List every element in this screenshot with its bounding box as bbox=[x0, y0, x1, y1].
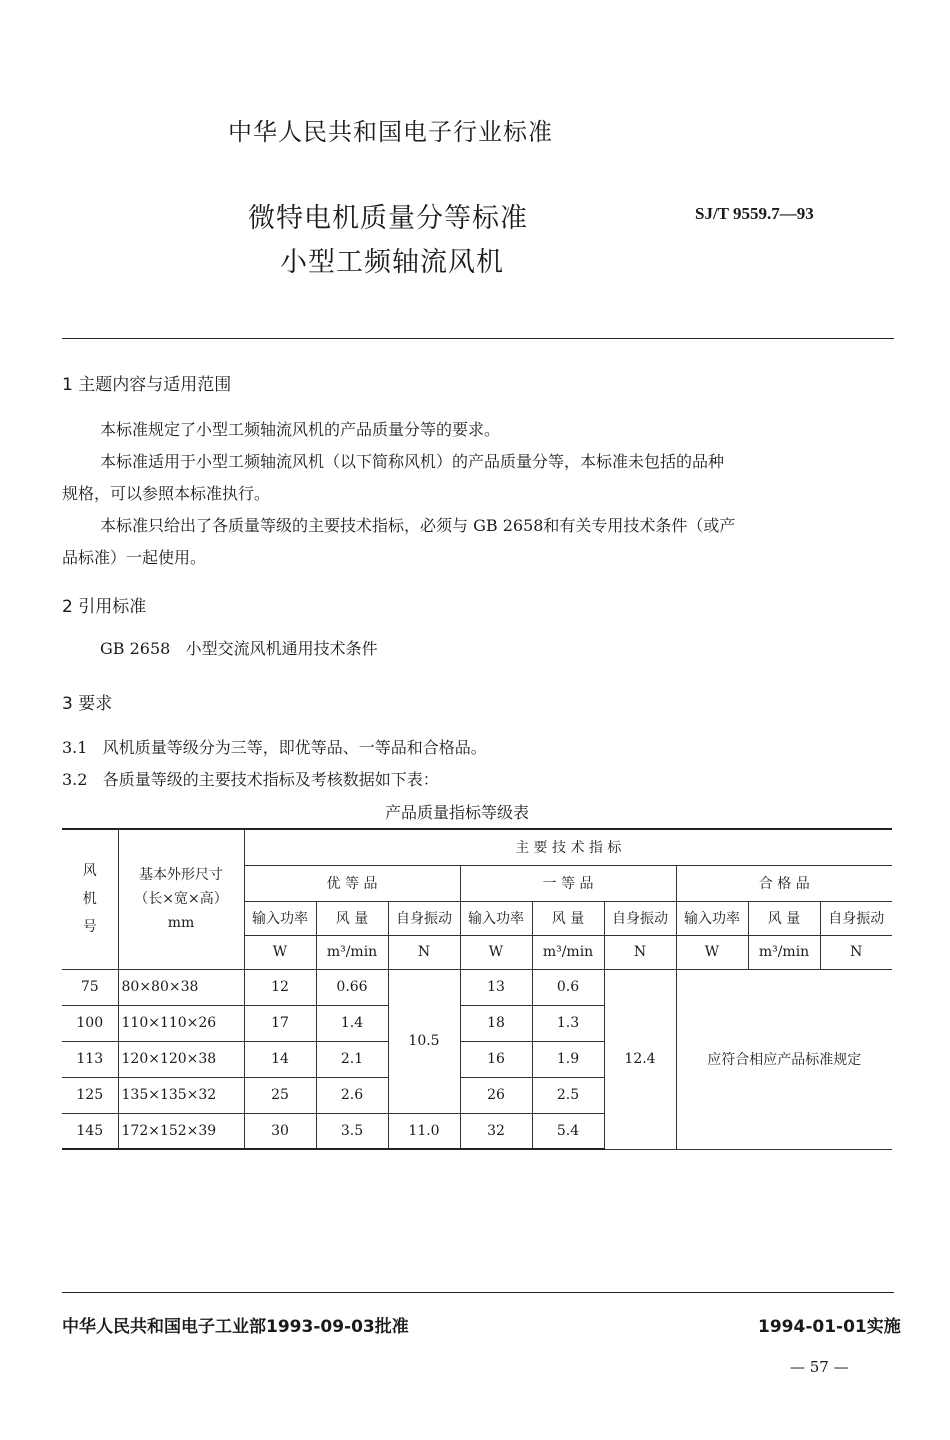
sub-vibration: 自身振动 bbox=[820, 901, 892, 935]
cell-volume-first: 1.3 bbox=[532, 1005, 604, 1041]
sub-input-power: 输入功率 bbox=[244, 901, 316, 935]
effective-date: 1994-01-01实施 bbox=[758, 1317, 901, 1337]
header-divider bbox=[62, 338, 894, 339]
cell-power-superior: 14 bbox=[244, 1041, 316, 1077]
standard-subtitle: 小型工频轴流风机 bbox=[280, 247, 504, 278]
unit-w: W bbox=[244, 935, 316, 969]
cell-fan-no: 145 bbox=[62, 1113, 118, 1149]
section-3-1: 3.1 风机质量等级分为三等，即优等品、一等品和合格品。 bbox=[62, 738, 487, 757]
unit-n: N bbox=[604, 935, 676, 969]
unit-w: W bbox=[676, 935, 748, 969]
approval-text: 中华人民共和国电子工业部1993-09-03批准 bbox=[62, 1317, 409, 1337]
unit-m3-min: m³/min bbox=[316, 935, 388, 969]
cell-power-first: 32 bbox=[460, 1113, 532, 1149]
cell-power-first: 26 bbox=[460, 1077, 532, 1113]
unit-m3-min: m³/min bbox=[748, 935, 820, 969]
table-row bbox=[62, 969, 892, 1005]
cell-vibration-superior-merged: 10.5 bbox=[388, 969, 460, 1113]
cell-fan-no: 125 bbox=[62, 1077, 118, 1113]
cell-fan-no: 113 bbox=[62, 1041, 118, 1077]
header-main-indices: 主 要 技 术 指 标 bbox=[244, 829, 892, 865]
section-2-title: 2 引用标准 bbox=[62, 597, 147, 617]
section-1-paragraph-2: 本标准适用于小型工频轴流风机（以下简称风机）的产品质量分等，本标准未包括的品种 bbox=[100, 452, 725, 471]
cell-volume-first: 5.4 bbox=[532, 1113, 604, 1149]
standard-title: 微特电机质量分等标准 bbox=[248, 203, 528, 234]
sub-air-volume: 风 量 bbox=[532, 901, 604, 935]
cell-dimensions: 172×152×39 bbox=[118, 1113, 244, 1149]
section-3-title: 3 要求 bbox=[62, 694, 113, 714]
section-1-paragraph-3: 本标准只给出了各质量等级的主要技术指标，必须与 GB 2658和有关专用技术条件（或产 bbox=[100, 516, 736, 535]
cell-volume-superior: 0.66 bbox=[316, 969, 388, 1005]
cell-power-first: 18 bbox=[460, 1005, 532, 1041]
cell-volume-first: 1.9 bbox=[532, 1041, 604, 1077]
issuing-authority: 中华人民共和国电子行业标准 bbox=[228, 118, 553, 146]
cell-volume-first: 2.5 bbox=[532, 1077, 604, 1113]
sub-air-volume: 风 量 bbox=[316, 901, 388, 935]
unit-n: N bbox=[820, 935, 892, 969]
header-dimensions: 基本外形尺寸 （长×宽×高） mm bbox=[118, 829, 244, 969]
footer-divider bbox=[62, 1292, 894, 1293]
section-2-reference: GB 2658 小型交流风机通用技术条件 bbox=[100, 639, 378, 658]
cell-dimensions: 80×80×38 bbox=[118, 969, 244, 1005]
sub-vibration: 自身振动 bbox=[604, 901, 676, 935]
unit-n: N bbox=[388, 935, 460, 969]
cell-volume-superior: 2.1 bbox=[316, 1041, 388, 1077]
cell-dimensions: 135×135×32 bbox=[118, 1077, 244, 1113]
cell-volume-superior: 1.4 bbox=[316, 1005, 388, 1041]
section-1-title: 1 主题内容与适用范围 bbox=[62, 375, 232, 395]
cell-fan-no: 100 bbox=[62, 1005, 118, 1041]
cell-power-superior: 25 bbox=[244, 1077, 316, 1113]
section-1-paragraph-1: 本标准规定了小型工频轴流风机的产品质量分等的要求。 bbox=[100, 420, 501, 439]
cell-vibration-first-merged: 12.4 bbox=[604, 969, 676, 1149]
section-1-paragraph-3-cont: 品标准）一起使用。 bbox=[62, 548, 207, 567]
grade-qualified: 合 格 品 bbox=[676, 865, 892, 901]
standard-number: SJ/T 9559.7—93 bbox=[695, 204, 814, 223]
cell-volume-superior: 3.5 bbox=[316, 1113, 388, 1149]
grade-first: 一 等 品 bbox=[460, 865, 676, 901]
section-3-2: 3.2 各质量等级的主要技术指标及考核数据如下表： bbox=[62, 770, 439, 789]
cell-power-first: 16 bbox=[460, 1041, 532, 1077]
cell-dimensions: 120×120×38 bbox=[118, 1041, 244, 1077]
sub-input-power: 输入功率 bbox=[676, 901, 748, 935]
section-1-paragraph-2-cont: 规格，可以参照本标准执行。 bbox=[62, 484, 271, 503]
cell-volume-first: 0.6 bbox=[532, 969, 604, 1005]
cell-fan-no: 75 bbox=[62, 969, 118, 1005]
page-number: — 57 — bbox=[790, 1358, 849, 1376]
cell-dimensions: 110×110×26 bbox=[118, 1005, 244, 1041]
cell-qualified-note: 应符合相应产品标准规定 bbox=[676, 969, 892, 1149]
cell-power-superior: 12 bbox=[244, 969, 316, 1005]
grade-superior: 优 等 品 bbox=[244, 865, 460, 901]
cell-vibration-superior-last: 11.0 bbox=[388, 1113, 460, 1149]
cell-power-first: 13 bbox=[460, 969, 532, 1005]
cell-power-superior: 30 bbox=[244, 1113, 316, 1149]
sub-vibration: 自身振动 bbox=[388, 901, 460, 935]
unit-m3-min: m³/min bbox=[532, 935, 604, 969]
cell-power-superior: 17 bbox=[244, 1005, 316, 1041]
cell-volume-superior: 2.6 bbox=[316, 1077, 388, 1113]
header-fan-number: 风 机 号 bbox=[62, 829, 118, 969]
sub-air-volume: 风 量 bbox=[748, 901, 820, 935]
unit-w: W bbox=[460, 935, 532, 969]
quality-grade-table bbox=[62, 828, 892, 1150]
table-caption: 产品质量指标等级表 bbox=[385, 803, 530, 822]
sub-input-power: 输入功率 bbox=[460, 901, 532, 935]
